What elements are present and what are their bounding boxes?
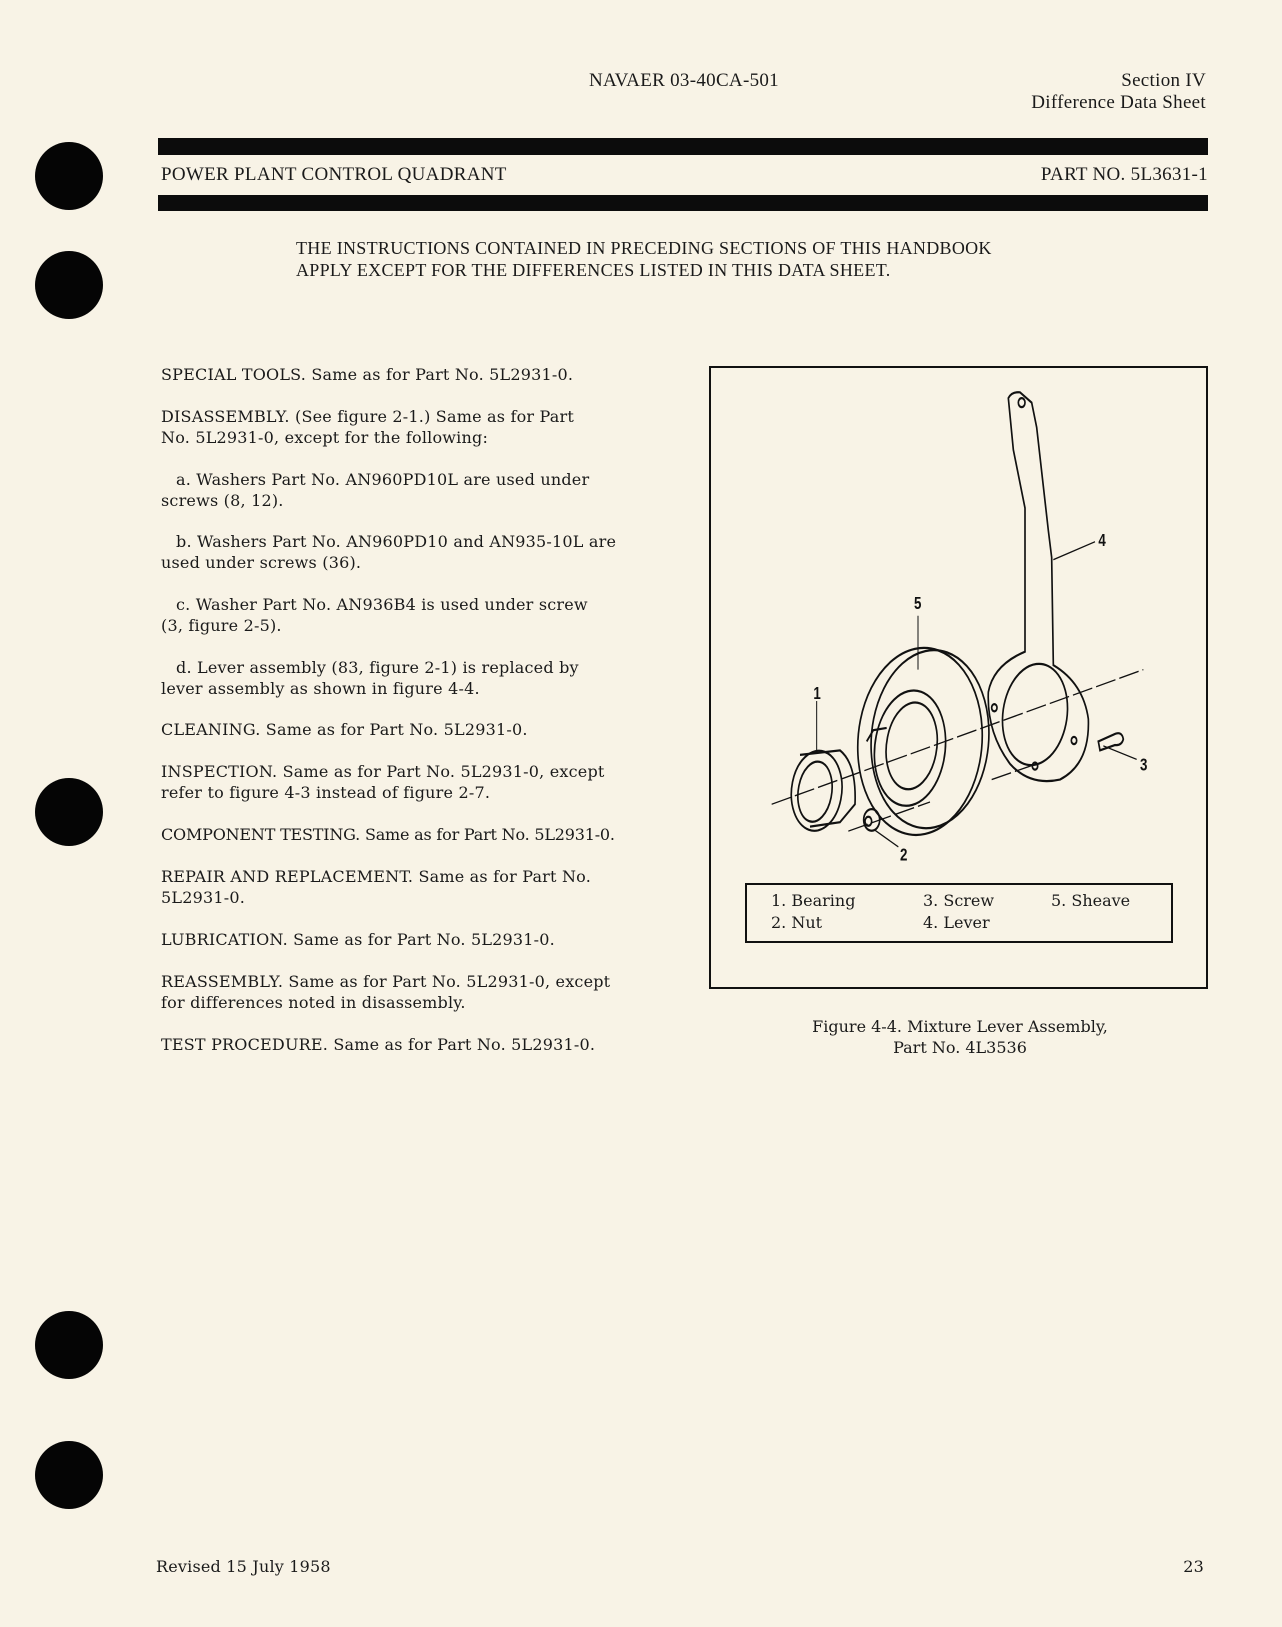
figure-caption: Figure 4-4. Mixture Lever Assembly, bbox=[812, 1017, 1108, 1036]
sheet-type: Difference Data Sheet bbox=[1031, 92, 1206, 113]
cleaning-text: CLEANING. Same as for Part No. 5L2931-0. bbox=[161, 720, 528, 739]
disassembly-text: DISASSEMBLY. (See figure 2-1.) Same as for Part bbox=[161, 407, 575, 426]
callout-1: 1 bbox=[813, 684, 821, 704]
section-label: Section IV bbox=[1121, 70, 1206, 91]
test-procedure-text: TEST PROCEDURE. Same as for Part No. 5L2931-0. bbox=[161, 1035, 596, 1054]
disassembly-item-a: a. Washers Part No. AN960PD10L are used under bbox=[176, 470, 590, 489]
figure-caption: Part No. 4L3536 bbox=[893, 1038, 1027, 1057]
page-title: POWER PLANT CONTROL QUADRANT bbox=[161, 164, 507, 185]
reassembly-text: for differences noted in disassembly. bbox=[161, 993, 466, 1012]
special-tools-text: SPECIAL TOOLS. Same as for Part No. 5L2931-0. bbox=[161, 365, 574, 384]
screw bbox=[1098, 733, 1123, 750]
disassembly-item-d: d. Lever assembly (83, figure 2-1) is replaced by bbox=[176, 658, 579, 677]
lubrication-text: LUBRICATION. Same as for Part No. 5L2931-0. bbox=[161, 930, 555, 949]
callout-5: 5 bbox=[914, 594, 922, 614]
revision-date: Revised 15 July 1958 bbox=[156, 1557, 331, 1576]
legend-item: 5. Sheave bbox=[1051, 891, 1131, 910]
legend-item: 2. Nut bbox=[771, 913, 823, 932]
disassembly-item-d: lever assembly as shown in figure 4-4. bbox=[161, 679, 480, 698]
callout-3: 3 bbox=[1140, 755, 1148, 776]
part-number: PART NO. 5L3631-1 bbox=[1040, 164, 1208, 185]
component-testing-text: COMPONENT TESTING. Same as for Part No. 5L2931-0. bbox=[161, 825, 615, 844]
binder-hole bbox=[35, 251, 103, 319]
bearing bbox=[785, 743, 849, 838]
disassembly-item-b: b. Washers Part No. AN960PD10 and AN935-10L are bbox=[176, 532, 617, 551]
header-rule bbox=[158, 138, 1208, 155]
inspection-text: INSPECTION. Same as for Part No. 5L2931-0, except bbox=[161, 762, 605, 781]
callout-2: 2 bbox=[900, 845, 908, 865]
disassembly-text: No. 5L2931-0, except for the following: bbox=[161, 428, 489, 447]
notice-line: APPLY EXCEPT FOR THE DIFFERENCES LISTED IN THIS DATA SHEET. bbox=[296, 260, 891, 280]
disassembly-item-a: screws (8, 12). bbox=[161, 491, 284, 510]
inspection-text: refer to figure 4-3 instead of figure 2-7. bbox=[161, 783, 491, 802]
repair-text: 5L2931-0. bbox=[161, 888, 245, 907]
mixture-lever-assembly-illustration bbox=[700, 360, 1220, 1060]
disassembly-item-c: c. Washer Part No. AN936B4 is used under screw bbox=[176, 595, 588, 614]
legend-item: 1. Bearing bbox=[771, 891, 856, 910]
disassembly-item-b: used under screws (36). bbox=[161, 553, 362, 572]
binder-hole bbox=[35, 1441, 103, 1509]
legend-item: 3. Screw bbox=[923, 891, 995, 910]
reassembly-text: REASSEMBLY. Same as for Part No. 5L2931-0, except bbox=[161, 972, 611, 991]
header-rule bbox=[158, 195, 1208, 211]
document-number: NAVAER 03-40CA-501 bbox=[589, 70, 779, 91]
callout-4: 4 bbox=[1098, 531, 1106, 551]
page-number: 23 bbox=[1183, 1557, 1204, 1576]
notice-line: THE INSTRUCTIONS CONTAINED IN PRECEDING SECTIONS OF THIS HANDBOOK bbox=[296, 238, 992, 258]
repair-text: REPAIR AND REPLACEMENT. Same as for Part No. bbox=[161, 867, 591, 886]
lever-ring-opening bbox=[992, 651, 1078, 777]
disassembly-item-c: (3, figure 2-5). bbox=[161, 616, 282, 635]
binder-hole bbox=[35, 1311, 103, 1379]
binder-hole bbox=[35, 142, 103, 210]
legend-item: 4. Lever bbox=[923, 913, 990, 932]
lever-arm bbox=[988, 392, 1088, 781]
binder-hole bbox=[35, 778, 103, 846]
figure-legend bbox=[745, 883, 1173, 943]
